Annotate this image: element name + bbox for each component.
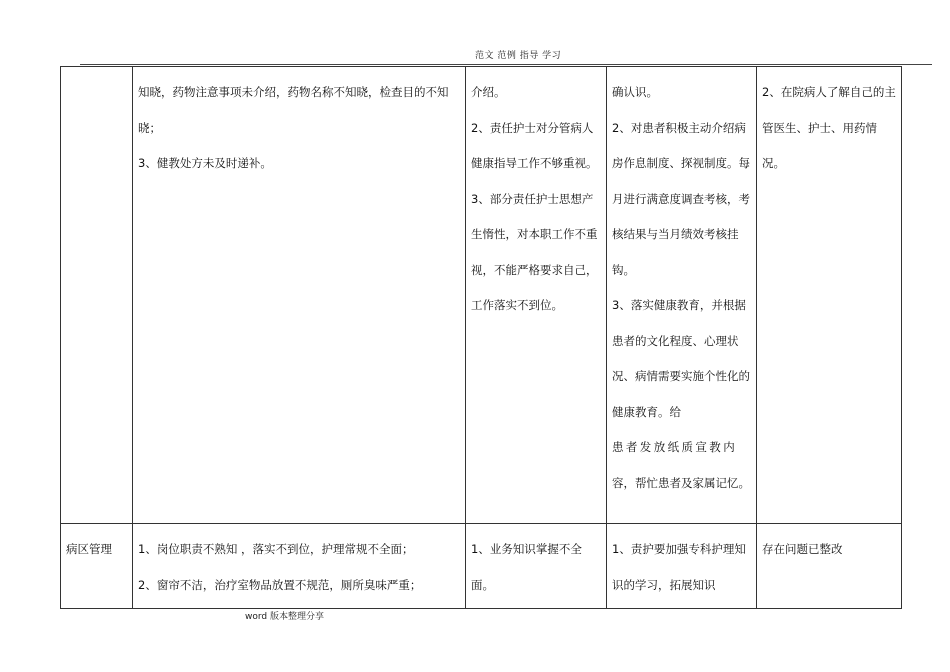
- table-cell-results: [757, 67, 902, 524]
- category-text: 病区管理: [66, 542, 112, 556]
- header-rule: [80, 64, 932, 65]
- table-cell-problems: [133, 67, 466, 524]
- problem-text: 知晓，药物注意事项未介绍，药物名称不知晓，检查目的不知晓；: [138, 85, 449, 135]
- table-cell-category: [61, 524, 133, 609]
- result-text: 存在问题已整改: [762, 542, 843, 556]
- measure-text: 1、责护要加强专科护理知识的学习，拓展知识: [612, 542, 746, 592]
- cause-text: 3、部分责任护士思想产生惰性，对本职工作不重视，不能严格要求自己，工作落实不到位。: [471, 191, 598, 312]
- table-cell-problems: [133, 524, 466, 609]
- table-cell-category: [61, 67, 133, 524]
- problem-text: 1、岗位职责不熟知 ，落实不到位，护理常规不全面；: [138, 542, 414, 556]
- table-cell-causes: [466, 67, 607, 524]
- table-cell-results: [757, 524, 902, 609]
- measure-text: 患者发放纸质宣教内: [612, 440, 738, 454]
- cause-text: 介绍。: [471, 85, 506, 99]
- table-row: [61, 67, 902, 524]
- problem-text: 2、窗帘不洁，治疗室物品放置不规范，厕所臭味严重；: [138, 577, 422, 592]
- problem-text: 3、健教处方未及时递补。: [138, 156, 272, 170]
- improvement-table: [60, 66, 902, 609]
- cause-text: 1、业务知识掌握不全面。: [471, 542, 582, 592]
- measure-text: 容，帮忙患者及家属记忆。: [612, 475, 750, 490]
- table-cell-measures: [607, 67, 757, 524]
- measure-text: 3、落实健康教育，并根据患者的文化程度、心理状况、病情需要实施个性化的健康教育。给: [612, 298, 750, 419]
- table-row: [61, 524, 902, 609]
- table-cell-measures: [607, 524, 757, 609]
- page-footer: word 版本整理分享: [245, 612, 324, 622]
- result-text: 2、在院病人了解自己的主管医生、护士、用药情况。: [762, 85, 896, 170]
- measure-text: 确认识。: [612, 85, 658, 99]
- table-cell-causes: [466, 524, 607, 609]
- page-header: 范文 范例 指导 学习: [475, 51, 562, 61]
- measure-text: 2、对患者积极主动介绍病房作息制度、探视制度。每月进行满意度调查考核，考核结果与当月绩效考核挂钩。: [612, 120, 750, 277]
- cause-text: 2、责任护士对分管病人健康指导工作不够重视。: [471, 120, 598, 170]
